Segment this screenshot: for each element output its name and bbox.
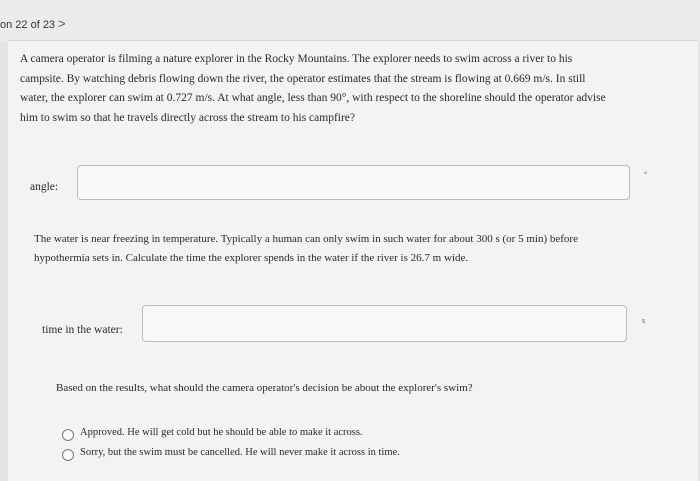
time-label: time in the water: [42,324,123,336]
option-approved-label[interactable]: Approved. He will get cold but he should be able to make it across. [80,427,363,438]
degree-unit: ° [644,170,648,179]
option-approved-radio[interactable] [62,429,74,441]
angle-input[interactable] [77,165,630,200]
next-question-chevron-icon[interactable]: > [58,16,66,31]
question-progress: on 22 of 23 [0,19,56,31]
question-line: campsite. By watching debris flowing down the river, the operator estimates that the stream is flowing at 0.669 m/s. In still [20,72,586,85]
seconds-unit: s [642,316,646,325]
option-cancelled-label[interactable]: Sorry, but the swim must be cancelled. He will never make it across in time. [80,447,400,458]
option-cancelled-radio[interactable] [62,449,74,461]
part2-line: The water is near freezing in temperature. Typically a human can only swim in such water for about 300 s (or 5 min) before [34,233,578,245]
question-nav-bar [0,0,700,42]
decision-question: Based on the results, what should the camera operator's decision be about the explorer's swim? [56,382,473,394]
angle-label: angle: [30,181,59,193]
question-line: A camera operator is filming a nature explorer in the Rocky Mountains. The explorer needs to swim across a river to his [20,53,573,65]
part2-text [34,230,674,268]
time-input[interactable] [142,305,627,342]
part2-line: hypothermia sets in. Calculate the time the explorer spends in the water if the river is 26.7 m wide. [34,252,469,264]
question-text [20,50,660,128]
question-line: water, the explorer can swim at 0.727 m/s. At what angle, less than 90°, with respect to the shoreline should the operator advise [20,92,606,104]
question-line: him to swim so that he travels directly across the stream to his campfire? [20,111,356,124]
